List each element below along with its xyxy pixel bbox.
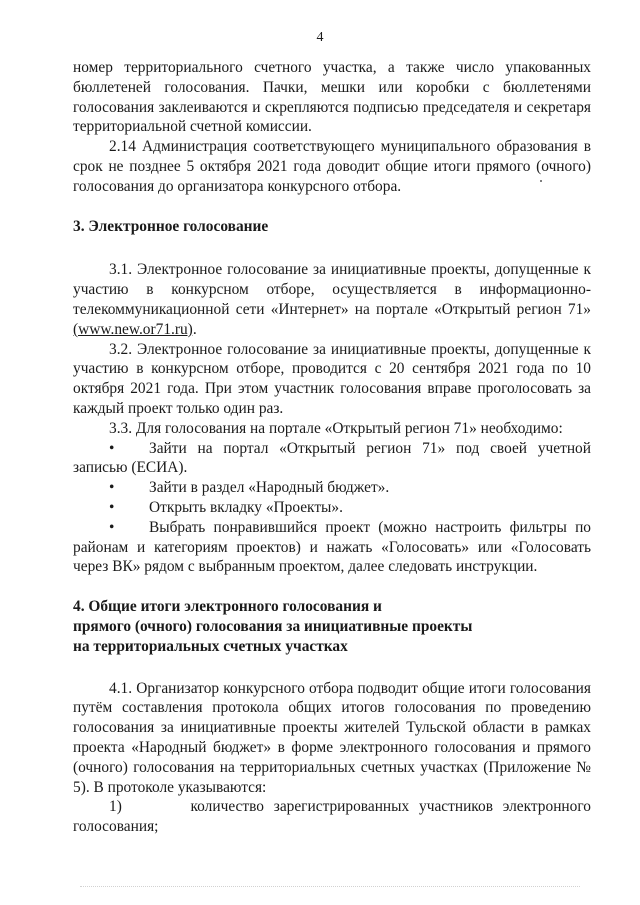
section-3-title: 3. Электронное голосование xyxy=(73,217,269,235)
bullet-item-portal-login xyxy=(73,439,591,479)
scan-noise-line xyxy=(80,886,580,888)
bullet-icon: • xyxy=(109,439,115,457)
document-body xyxy=(73,58,591,837)
section-4-title-line-1: 4. Общие итоги электронного голосования и xyxy=(73,598,382,616)
page-number: 4 xyxy=(316,30,324,45)
bullet-icon: • xyxy=(109,518,115,536)
bullet-text: Зайти в раздел «Народный бюджет». xyxy=(149,479,390,497)
list-item-1: 1) количество зарегистрированных участников электронного голосования; xyxy=(73,798,591,836)
portal-link[interactable]: (www.new.or71.ru) xyxy=(73,320,193,338)
paragraph-3-1-text: 3.1. Электронное голосование за инициативные проекты, допущенные к участию в конкурсном отборе, осуществляется в информационно-телекоммуникационной сети «Интернет» на портале «Открытый регион 71» xyxy=(73,261,591,318)
paragraph-3-1 xyxy=(73,260,591,339)
paragraph-3-1-end: . xyxy=(192,320,197,338)
bullet-icon: • xyxy=(109,479,115,497)
paragraph-3-2: 3.2. Электронное голосование за инициативные проекты, допущенные к участию в конкурсном отборе, проводится с 20 сентября 2021 года по 10 октября 2021 года. При этом участник голосования вправе проголосовать за каждый проект только один раз. xyxy=(73,340,591,417)
bullet-item-choose-project xyxy=(73,518,591,577)
intro-paragraph: номер территориального счетного участка, а также число упакованных бюллетеней голосования. Пачки, мешки или коробки с бюллетенями голосования заклеиваются и скрепляются подписью председателя и секретаря территориальной счетной комиссии. xyxy=(73,59,591,136)
bullet-text: Открыть вкладку «Проекты». xyxy=(149,498,343,516)
paragraph-3-3: 3.3. Для голосования на портале «Открытый регион 71» необходимо: xyxy=(109,419,563,437)
paragraph-2-14: 2.14 Администрация соответствующего муниципального образования в срок не позднее 5 октября 2021 года доводит общие итоги прямого (очного) голосования до организатора конкурсного отбора. xyxy=(73,138,591,195)
bullet-item-people-budget xyxy=(73,478,591,498)
bullet-icon: • xyxy=(109,498,115,516)
section-4-title-line-3: на территориальных счетных участках xyxy=(73,637,348,655)
bullet-item-projects-tab xyxy=(73,498,591,518)
bullet-text: Выбрать понравившийся проект (можно настроить фильтры по районам и категориям проектов) и нажать «Голосовать» или «Голосовать через ВК» рядом с выбранным проектом, далее следовать инструкции. xyxy=(73,518,591,576)
bullet-text: Зайти на портал «Открытый регион 71» под своей учетной записью (ЕСИА). xyxy=(73,439,591,477)
paragraph-4-1: 4.1. Организатор конкурсного отбора подводит общие итоги голосования путём составления протокола общих итогов голосования по проведению голосования за инициативные проекты жителей Тульской области в рамках проекта «Народный бюджет» в форме электронного голосования и прямого (очного) голосования на территориальных счетных участках (Приложение № 5). В протоколе указываются: xyxy=(73,679,591,796)
scan-speck xyxy=(540,180,542,182)
section-4-title-line-2: прямого (очного) голосования за инициативные проекты xyxy=(73,617,473,635)
